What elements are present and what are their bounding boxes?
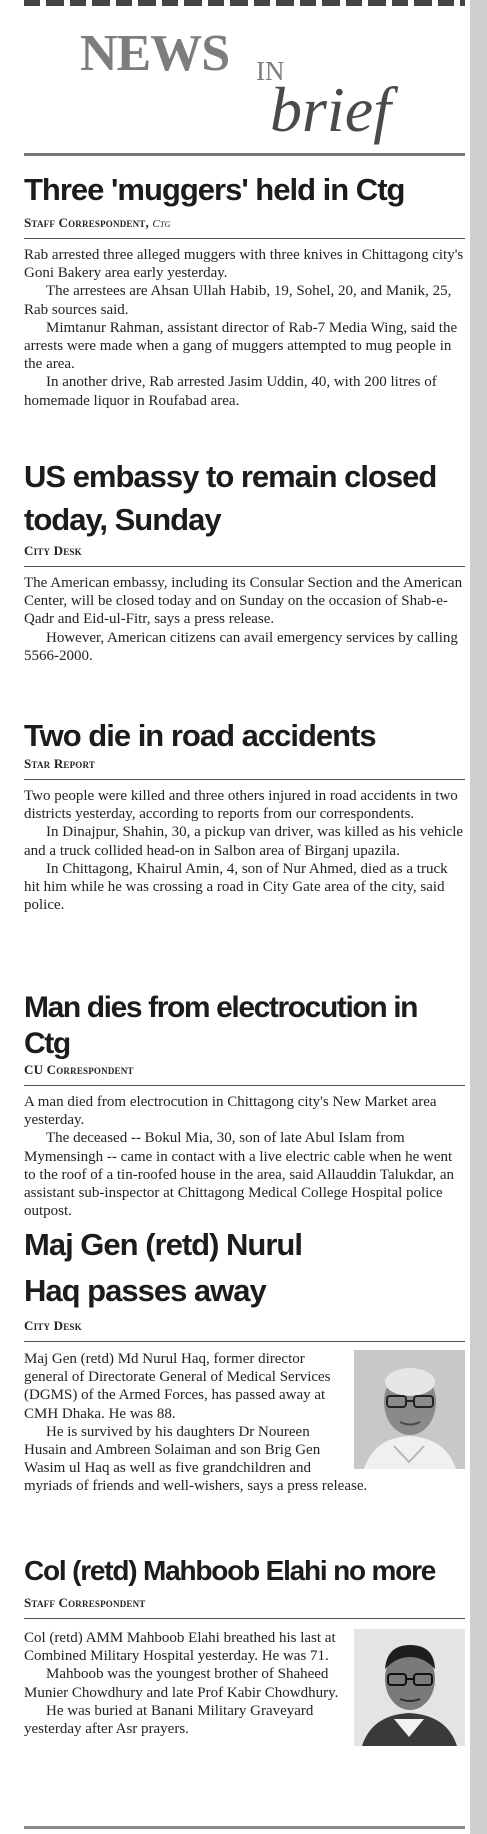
byline: CU Correspondent	[24, 1062, 134, 1077]
paragraph: The American embassy, including its Consular Section and the American Center, will be closed today and on Sunday on the occasion of Shab-e-Qadr and Eid-ul-Fitr, says a press release.	[24, 575, 463, 628]
page-edge-strip	[470, 0, 487, 1834]
paragraph: Col (retd) AMM Mahboob Elahi breathed his last at Combined Military Hospital yesterday. He was 71.	[24, 1630, 336, 1665]
story-body	[24, 1093, 465, 1220]
bottom-rule	[24, 1826, 465, 1829]
masthead-news: NEWS	[80, 25, 230, 82]
paragraph: The arrestees are Ahsan Ullah Habib, 19, Sohel, 20, and Manik, 25, Rab sources said.	[24, 283, 452, 318]
story-road-accidents	[24, 718, 465, 914]
portrait-photo-mahboob-elahi	[354, 1629, 465, 1746]
masthead-in: IN	[256, 56, 285, 86]
paragraph: In Chittagong, Khairul Amin, 4, son of Nur Ahmed, died as a truck hit him while he was crossing a road in City Gate area of the city, said police.	[24, 860, 448, 914]
paragraph: Mahboob was the youngest brother of Shaheed Munier Chowdhury and late Prof Kabir Chowdhury.	[24, 1666, 339, 1701]
news-in-brief-masthead	[24, 22, 465, 144]
story-mahboob-elahi	[24, 1553, 465, 1748]
byline-rule	[24, 238, 465, 239]
byline-rule	[24, 566, 465, 567]
headline: Three 'muggers' held in Ctg	[24, 172, 405, 207]
headline: Maj Gen (retd) Nurul Haq passes away	[24, 1227, 302, 1308]
headline: US embassy to remain closed today, Sunday	[24, 459, 437, 537]
byline: Star Report	[24, 756, 96, 771]
paragraph: In another drive, Rab arrested Jasim Uddin, 40, with 200 litres of homemade liquor in Roufabad area.	[24, 374, 437, 409]
story-body	[24, 787, 465, 914]
byline: City Desk	[24, 543, 82, 558]
portrait-image	[354, 1629, 465, 1746]
paragraph: In Dinajpur, Shahin, 30, a pickup van driver, was killed as his vehicle and a truck collided head-on in Salbon area of Birganj upazila.	[24, 824, 464, 859]
paragraph: Maj Gen (retd) Md Nurul Haq, former director general of Directorate General of Medical Services (DGMS) of the Armed Forces, has passed away at CMH Dhaka. He was 88.	[24, 1351, 331, 1422]
paragraph: He was buried at Banani Military Graveyard yesterday after Asr prayers.	[24, 1702, 314, 1738]
paragraph: Rab arrested three alleged muggers with three knives in Chittagong city's Goni Bakery area early yesterday.	[24, 247, 464, 282]
paragraph: A man died from electrocution in Chittagong city's New Market area yesterday.	[24, 1094, 437, 1129]
paragraph: He is survived by his daughters Dr Noureen Husain and Ambreen Solaiman and son Brig Gen Wasim ul Haq as well as five grandchildren and myriads of friends and well-wishers, says a press release.	[24, 1423, 368, 1495]
story-muggers	[24, 172, 465, 410]
paragraph: The deceased -- Bokul Mia, 30, son of late Abul Islam from Mymensingh -- came in contact with a live electric cable when he went to the roof of a tin-roofed house in the area, said Allauddin Talukdar, an assistant sub-inspector at Chittagong Medical College Hospital police outpost.	[24, 1130, 455, 1220]
byline: Staff Correspondent, Ctg	[24, 215, 171, 230]
story-body	[24, 1629, 465, 1738]
story-body	[24, 1350, 465, 1496]
byline: City Desk	[24, 1318, 82, 1333]
byline-rule	[24, 779, 465, 780]
story-us-embassy	[24, 455, 465, 665]
headline: Man dies from electrocution in Ctg	[24, 991, 418, 1060]
headline: Two die in road accidents	[24, 718, 376, 753]
story-electrocution	[24, 990, 465, 1220]
byline-rule	[24, 1085, 465, 1086]
paragraph: Two people were killed and three others injured in road accidents in two districts yesterday, according to reports from our correspondents.	[24, 788, 458, 823]
story-body	[24, 246, 465, 410]
story-body	[24, 574, 465, 665]
masthead-brief: brief	[270, 74, 391, 145]
masthead-rule	[24, 153, 465, 156]
portrait-photo-nurul-haq	[354, 1350, 465, 1469]
story-nurul-haq	[24, 1222, 465, 1496]
byline-rule	[24, 1341, 465, 1342]
byline: Staff Correspondent	[24, 1595, 146, 1610]
portrait-image	[354, 1350, 465, 1469]
headline: Col (retd) Mahboob Elahi no more	[24, 1555, 436, 1586]
byline-rule	[24, 1618, 465, 1619]
cropped-top-text	[24, 0, 465, 6]
paragraph: Mimtanur Rahman, assistant director of Rab-7 Media Wing, said the arrests were made when a gang of muggers attempted to mug people in the area.	[24, 319, 458, 373]
paragraph: However, American citizens can avail emergency services by calling 5566-2000.	[24, 629, 458, 664]
